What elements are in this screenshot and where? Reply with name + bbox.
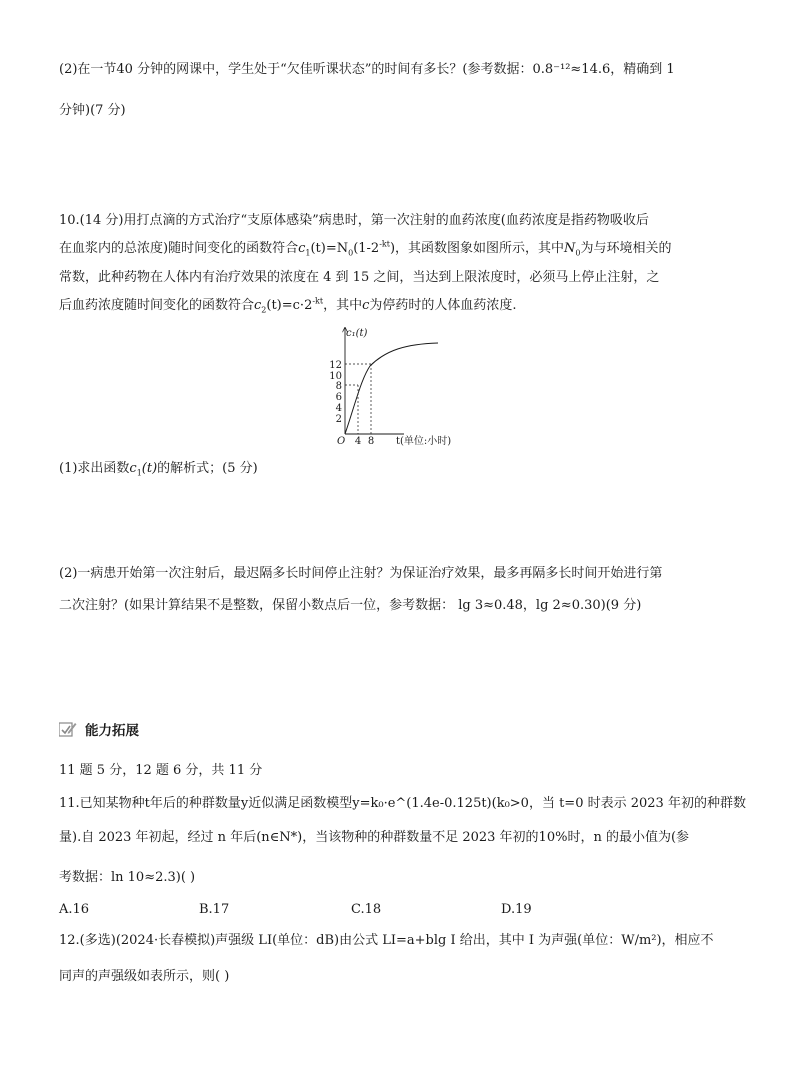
q9-part2-line2: 分钟)(7 分) [59, 103, 126, 118]
q12-line2: 同声的声强级如表所示，则( ) [59, 969, 230, 984]
q10-sub2-line2: 二次注射？(如果计算结果不是整数，保留小数点后一位，参考数据： lg 3≈0.48，lg 2≈0.30)(9 分) [59, 598, 642, 613]
q9-part2-line1: (2)在一节40 分钟的网课中，学生处于“欠佳听课状态”的时间有多长？(参考数据：0.8⁻¹²≈14.6，精确到 1 [59, 62, 675, 77]
q11-line3: 考数据：ln 10≈2.3)( ) [59, 870, 196, 885]
option-d[interactable]: D.19 [501, 902, 532, 917]
q11-options [59, 902, 619, 920]
q10-line3: 常数，此种药物在人体内有治疗效果的浓度在 4 到 15 之间，当达到上限浓度时，必须马上停止注射，之 [59, 270, 660, 285]
section-header [59, 719, 139, 739]
y-axis-label: c₁(t) [346, 328, 368, 339]
q10-line2: 在血浆内的总浓度)随时间变化的函数符合$c_1(t)=N_0(1-2^{-kt})$，其函数图象如图所示，其中$N_0$为与环境相关的 [59, 239, 672, 258]
x-tick-4: 4 [354, 436, 362, 447]
q11-line2: 量).自 2023 年初起，经过 n 年后(n∈N*)，当该物种的种群数量不足 2023 年初的10%时，n 的最小值为(参 [59, 830, 690, 845]
x-tick-8: 8 [367, 436, 375, 447]
option-a[interactable]: A.16 [59, 902, 90, 917]
option-c[interactable]: C.18 [351, 902, 382, 917]
y-tick-2: 2 [335, 414, 342, 425]
y-tick-4: 4 [335, 403, 342, 414]
q10-line1: 10.(14 分)用打点滴的方式治疗“支原体感染”病患时，第一次注射的血药浓度(血药浓度是指药物吸收后 [59, 213, 649, 228]
q12-line1: 12.(多选)(2024·长春模拟)声强级 LI(单位：dB)由公式 LI=a+blg I 给出，其中 I 为声强(单位：W/m²)，相应不 [59, 933, 714, 948]
pencil-check-icon [59, 721, 77, 737]
x-axis-label: t(单位:小时) [396, 436, 452, 447]
option-b[interactable]: B.17 [199, 902, 230, 917]
concentration-graph [326, 324, 476, 448]
concentration-curve [345, 343, 438, 434]
y-tick-8: 8 [335, 381, 342, 392]
q10-sub1: (1)求出函数$c_1(t)$的解析式；(5 分) [59, 461, 258, 478]
y-tick-10: 10 [329, 371, 342, 382]
section-title: 能力拓展 [85, 723, 139, 739]
origin-label: O [337, 436, 346, 447]
q10-line4: 后血药浓度随时间变化的函数符合$c_2(t)=c\cdot 2^{-kt}$，其中c为停药时的人体血药浓度. [59, 296, 517, 315]
q11-line1: 11.已知某物种t年后的种群数量y近似满足函数模型y=k₀·e^(1.4e-0.125t)(k₀>0，当 t=0 时表示 2023 年初的种群数 [59, 796, 746, 811]
y-tick-12: 12 [329, 360, 342, 371]
y-tick-6: 6 [335, 392, 342, 403]
q10-sub2-line1: (2)一病患开始第一次注射后，最迟隔多长时间停止注射？为保证治疗效果，最多再隔多长时间开始进行第 [59, 566, 663, 581]
score-note: 11 题 5 分，12 题 6 分，共 11 分 [59, 763, 263, 778]
